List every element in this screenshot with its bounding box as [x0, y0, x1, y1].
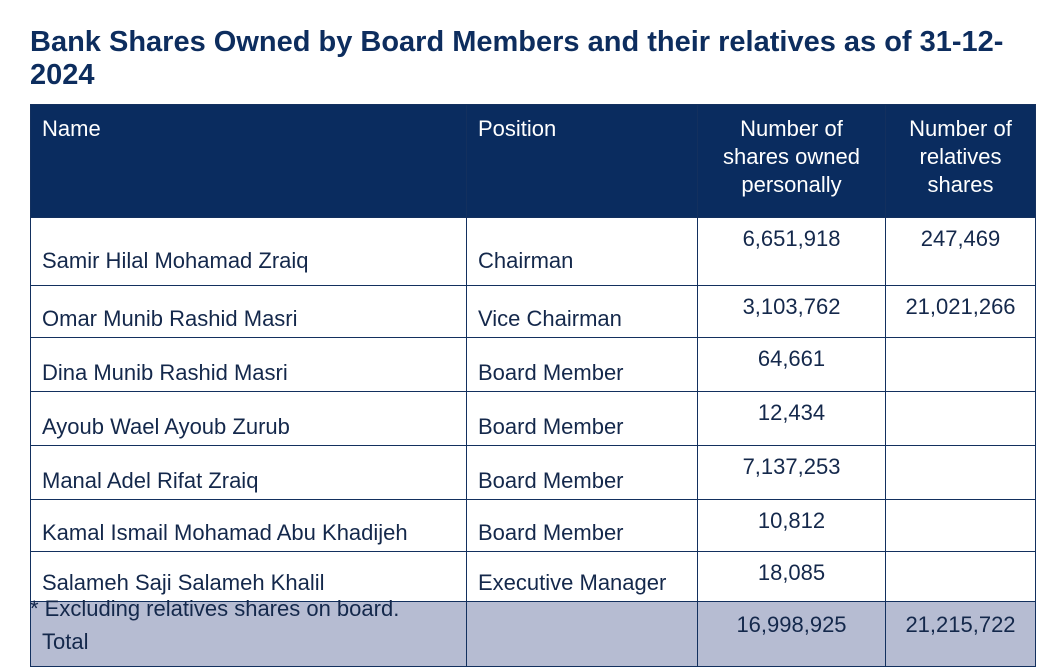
member-position: Chairman — [467, 218, 698, 286]
total-label: Total — [31, 602, 467, 667]
table-row — [31, 286, 1036, 338]
relatives-shares — [886, 392, 1036, 446]
personal-shares: 10,812 — [698, 500, 886, 552]
header-position: Position — [467, 105, 698, 218]
personal-shares: 3,103,762 — [698, 286, 886, 338]
header-personal-shares: Number of shares owned personally — [698, 105, 886, 218]
member-name: Dina Munib Rashid Masri — [31, 338, 467, 392]
relatives-shares — [886, 552, 1036, 602]
header-relatives-shares: Number of relatives shares — [886, 105, 1036, 218]
table-row — [31, 218, 1036, 286]
member-name: Kamal Ismail Mohamad Abu Khadijeh — [31, 500, 467, 552]
member-position: Board Member — [467, 338, 698, 392]
personal-shares: 64,661 — [698, 338, 886, 392]
member-position: Board Member — [467, 446, 698, 500]
relatives-shares — [886, 446, 1036, 500]
member-name: Salameh Saji Salameh Khalil — [31, 552, 467, 602]
table-row — [31, 392, 1036, 446]
relatives-shares — [886, 338, 1036, 392]
personal-shares: 7,137,253 — [698, 446, 886, 500]
member-position: Board Member — [467, 392, 698, 446]
header-name: Name — [31, 105, 467, 218]
personal-shares: 6,651,918 — [698, 218, 886, 286]
member-position: Vice Chairman — [467, 286, 698, 338]
table-row — [31, 446, 1036, 500]
relatives-shares: 21,021,266 — [886, 286, 1036, 338]
member-name: Samir Hilal Mohamad Zraiq — [31, 218, 467, 286]
page-title: Bank Shares Owned by Board Members and their relatives as of 31-12-2024 — [30, 26, 1004, 91]
shareholdings-table — [30, 104, 1036, 667]
relatives-shares: 247,469 — [886, 218, 1036, 286]
total-relatives-shares: 21,215,722 — [886, 602, 1036, 667]
table-row — [31, 552, 1036, 602]
member-name: Manal Adel Rifat Zraiq — [31, 446, 467, 500]
table-row — [31, 500, 1036, 552]
total-personal-shares: 16,998,925 — [698, 602, 886, 667]
member-name: Omar Munib Rashid Masri — [31, 286, 467, 338]
relatives-shares — [886, 500, 1036, 552]
total-position-empty — [467, 602, 698, 667]
member-position: Executive Manager — [467, 552, 698, 602]
member-position: Board Member — [467, 500, 698, 552]
table-row — [31, 338, 1036, 392]
table-header-row — [31, 105, 1036, 218]
personal-shares: 18,085 — [698, 552, 886, 602]
footnote: * Excluding relatives shares on board. — [30, 596, 400, 621]
member-name: Ayoub Wael Ayoub Zurub — [31, 392, 467, 446]
personal-shares: 12,434 — [698, 392, 886, 446]
